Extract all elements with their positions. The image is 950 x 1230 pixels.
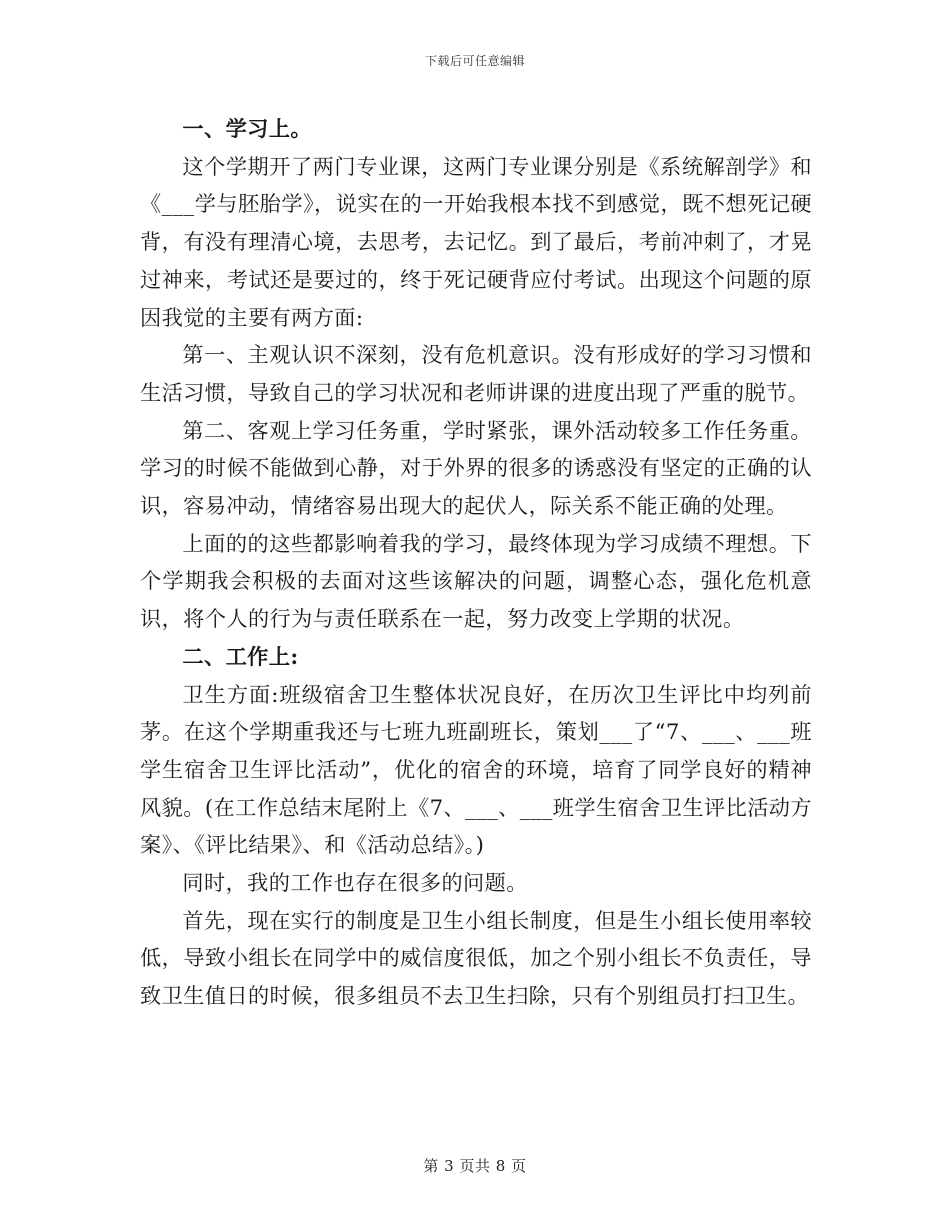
section-heading-work: 二、工作上: [182,643,299,669]
paragraph-plan: 上面的的这些都影响着我的学习，最终体现为学习成绩不理想。下个学期我会积极的去面对这些该解决的问题，调整心态，强化危机意识，将个人的行为与责任联系在一起，努力改变上学期的状况。 [140,530,812,632]
section-heading-study: 一、学习上。 [182,116,312,141]
paragraph-first-problem: 首先，现在实行的制度是卫生小组长制度，但是生小组长使用率较低，导致小组长在同学中的威信度很低，加之个别小组长不负责任，导致卫生值日的时候，很多组员不去卫生扫除，只有个别组员打扫卫生。 [140,907,812,1009]
page-header: 下载后可任意编辑 [424,54,525,68]
document-body [140,110,812,1015]
page-footer: 第 3 页共 8 页 [423,1157,527,1175]
paragraph-hygiene: 卫生方面:班级宿舍卫生整体状况良好，在历次卫生评比中均列前茅。在这个学期重我还与七班九班副班长，策划___了“7、___、___班学生宿舍卫生评比活动”，优化的宿舍的环境，培育了同学良好的精神风貌。(在工作总结末尾附上《7、___、___班学生宿舍卫生评比活动方案》、《评比结果》、和《活动总结》。) [140,681,812,858]
paragraph-reason-one: 第一、主观认识不深刻，没有危机意识。没有形成好的学习习惯和生活习惯，导致自己的学习状况和老师讲课的进度出现了严重的脱节。 [140,342,812,405]
paragraph-reason-two: 第二、客观上学习任务重，学时紧张，课外活动较多工作任务重。学习的时候不能做到心静，对于外界的很多的诱惑没有坚定的正确的认识，容易冲动，情绪容易出现大的起伏人，际关系不能正确的处理。 [140,417,812,519]
paragraph-courses: 这个学期开了两门专业课，这两门专业课分别是《系统解剖学》和《___学与胚胎学》，说实在的一开始我根本找不到感觉，既不想死记硬背，有没有理清心境，去思考，去记忆。到了最后，考前冲刺了，才晃过神来，考试还是要过的，终于死记硬背应付考试。出现这个问题的原因我觉的主要有两方面: [140,153,812,330]
paragraph-problems-intro: 同时，我的工作也存在很多的问题。 [182,870,528,896]
